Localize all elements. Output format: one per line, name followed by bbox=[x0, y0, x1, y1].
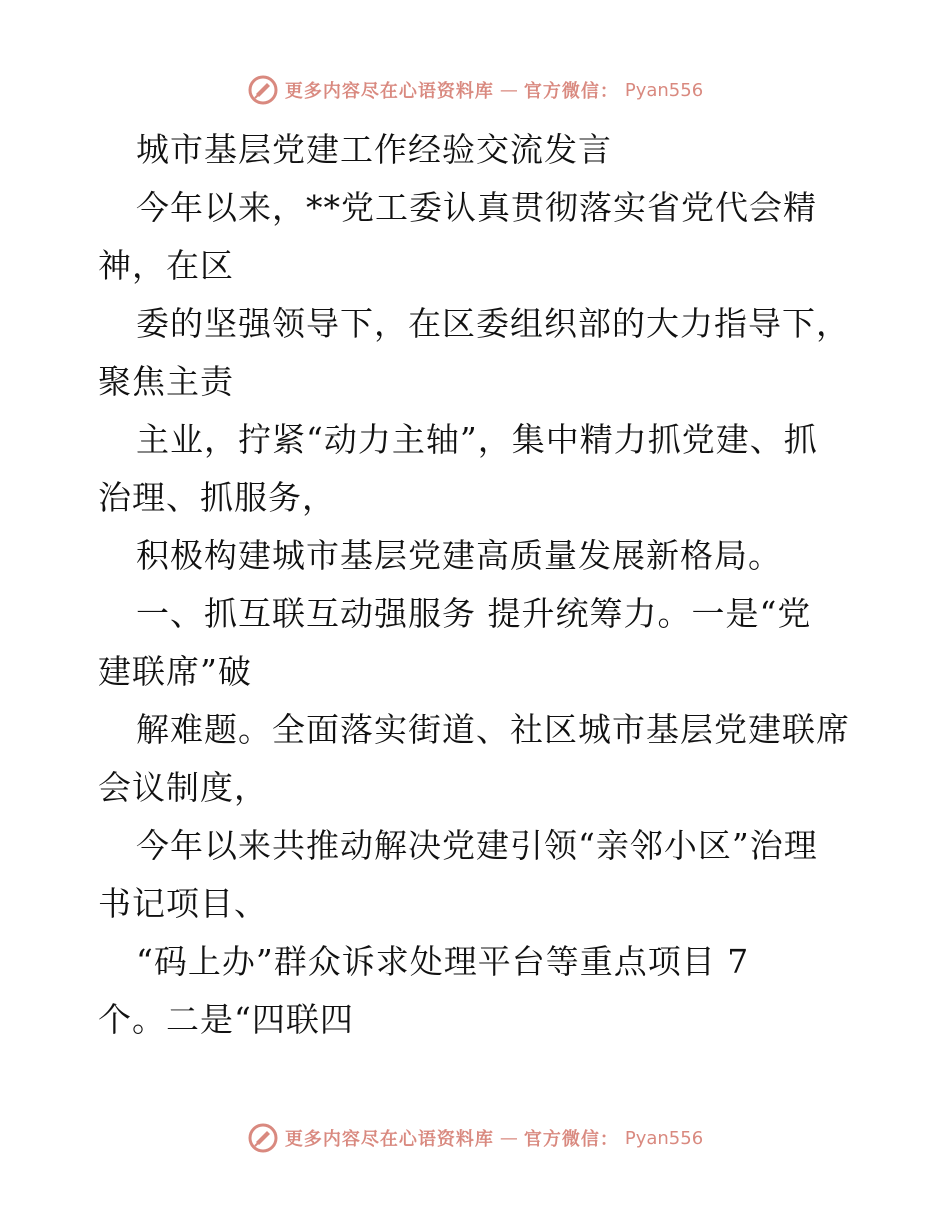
text-line: 今年以来共推动解决党建引领“亲邻小区”治理 bbox=[136, 826, 818, 865]
book-logo-icon bbox=[247, 74, 279, 106]
watermark-dash: — bbox=[499, 79, 518, 101]
text-line: 今年以来，**党工委认真贯彻落实省党代会精 bbox=[136, 188, 817, 227]
book-logo-icon bbox=[247, 1122, 279, 1154]
watermark-label: 官方微信： bbox=[523, 81, 619, 102]
header-watermark bbox=[0, 70, 950, 110]
text-line: 神，在区 bbox=[98, 246, 234, 285]
watermark-text: 更多内容尽在心语资料库 bbox=[284, 81, 494, 102]
document-body bbox=[98, 121, 858, 1049]
text-line: 城市基层党建工作经验交流发言 bbox=[136, 130, 612, 169]
text-line: 会议制度， bbox=[98, 768, 268, 807]
text-line: 一、抓互联互动强服务 提升统筹力。一是“党 bbox=[136, 594, 812, 633]
text-line: “码上办”群众诉求处理平台等重点项目 7 bbox=[136, 942, 750, 981]
text-line: 积极构建城市基层党建高质量发展新格局。 bbox=[136, 536, 782, 575]
watermark-dash: — bbox=[499, 1127, 518, 1149]
watermark-wechat-id: Pyan556 bbox=[624, 1127, 704, 1149]
footer-watermark bbox=[0, 1118, 950, 1158]
watermark-label: 官方微信： bbox=[523, 1129, 619, 1150]
text-line: 主业，拧紧“动力主轴”，集中精力抓党建、抓 bbox=[136, 420, 818, 459]
text-line: 委的坚强领导下，在区委组织部的大力指导下， bbox=[136, 304, 850, 343]
text-line: 解难题。全面落实街道、社区城市基层党建联席 bbox=[136, 710, 850, 749]
text-line: 治理、抓服务， bbox=[98, 478, 336, 517]
watermark-text: 更多内容尽在心语资料库 bbox=[284, 1129, 494, 1150]
text-line: 建联席”破 bbox=[98, 652, 252, 691]
watermark-wechat-id: Pyan556 bbox=[624, 79, 704, 101]
text-line: 聚焦主责 bbox=[98, 362, 234, 401]
text-line: 书记项目、 bbox=[98, 884, 268, 923]
text-line: 个。二是“四联四 bbox=[98, 1000, 354, 1039]
